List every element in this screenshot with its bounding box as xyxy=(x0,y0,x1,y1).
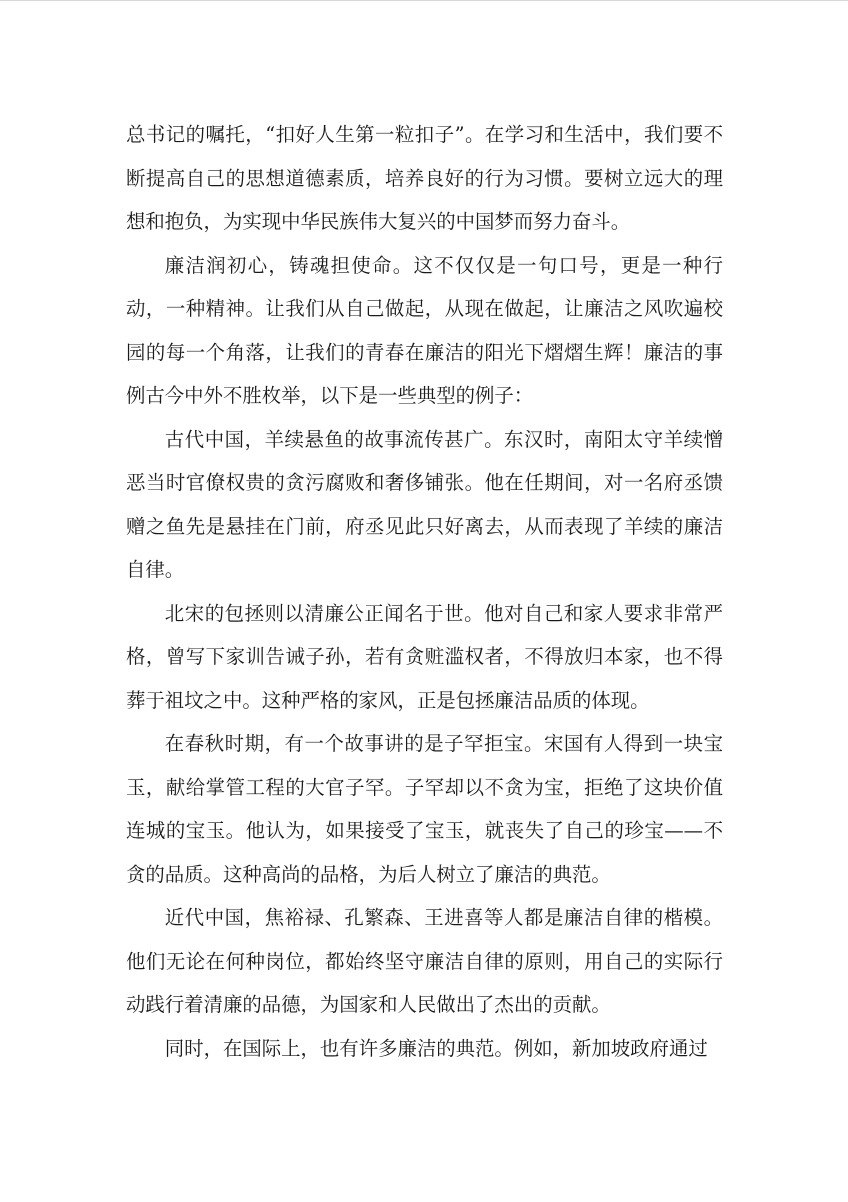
paragraph: 廉洁润初心，铸魂担使命。这不仅仅是一句口号，更是一种行动，一种精神。让我们从自己做起，从现在做起，让廉洁之风吹遍校园的每一个角落，让我们的青春在廉洁的阳光下熠熠生辉！廉洁的事例古今中外不胜枚举，以下是一些典型的例子： xyxy=(126,253,723,407)
paragraph: 在春秋时期，有一个故事讲的是子罕拒宝。宋国有人得到一块宝玉，献给掌管工程的大官子罕。子罕却以不贪为宝，拒绝了这块价值连城的宝玉。他认为，如果接受了宝玉，就丧失了自己的珍宝——不贪的品质。这种高尚的品格，为后人树立了廉洁的典范。 xyxy=(126,732,723,886)
paragraph: 同时，在国际上，也有许多廉洁的典范。例如，新加坡政府通过 xyxy=(164,1036,708,1060)
paragraph: 总书记的嘱托，“扣好人生第一粒扣子”。在学习和生活中，我们要不断提高自己的思想道德素质，培养良好的行为习惯。要树立远大的理想和抱负，为实现中华民族伟大复兴的中国梦而努力奋斗。 xyxy=(126,123,723,233)
paragraph: 古代中国，羊续悬鱼的故事流传甚广。东汉时，南阳太守羊续憎恶当时官僚权贵的贪污腐败和奢侈铺张。他在任期间，对一名府丞馈赠之鱼先是悬挂在门前，府丞见此只好离去，从而表现了羊续的廉洁自律。 xyxy=(126,427,723,581)
paragraph: 近代中国，焦裕禄、孔繁森、王进喜等人都是廉洁自律的楷模。他们无论在何种岗位，都始终坚守廉洁自律的原则，用自己的实际行动践行着清廉的品德，为国家和人民做出了杰出的贡献。 xyxy=(126,906,723,1016)
paragraph: 北宋的包拯则以清廉公正闻名于世。他对自己和家人要求非常严格，曾写下家训告诫子孙，若有贪赃滥权者，不得放归本家，也不得葬于祖坟之中。这种严格的家风，正是包拯廉洁品质的体现。 xyxy=(126,601,723,712)
document-body xyxy=(126,113,723,1070)
